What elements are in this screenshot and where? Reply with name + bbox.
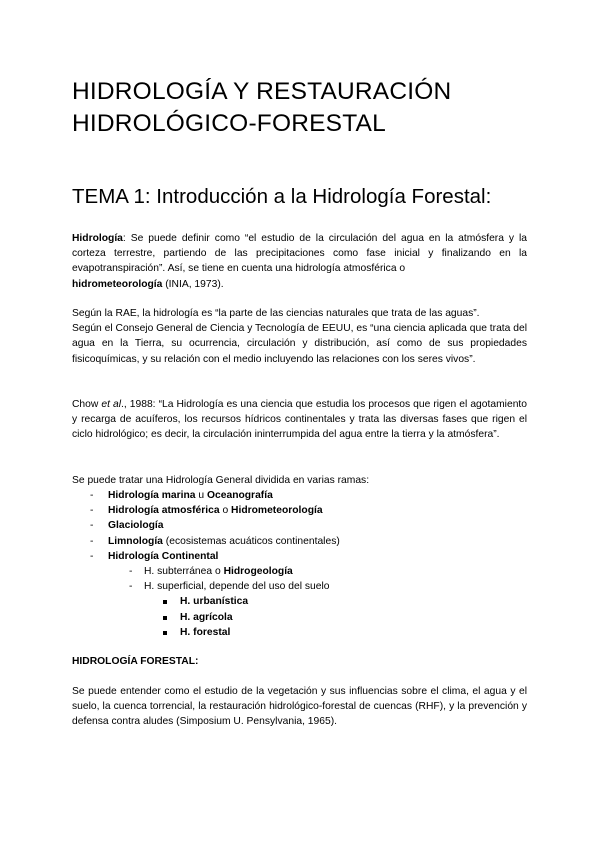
list-dash: - — [129, 581, 133, 593]
title-line-1: HIDROLOGÍA Y RESTAURACIÓN — [72, 78, 452, 105]
rae-definition: Según la RAE, la hidrología es “la parte de las ciencias naturales que trata de las aguas”. — [72, 308, 480, 319]
chow-paragraph — [72, 397, 527, 443]
list-dash: - — [129, 565, 133, 577]
square-bullet-icon — [163, 616, 167, 620]
sub-list-item — [72, 579, 532, 594]
list-item — [72, 503, 532, 518]
section-heading: TEMA 1: Introducción a la Hidrología Forestal: — [72, 185, 492, 208]
branches-list — [72, 488, 532, 640]
list-item — [72, 534, 532, 549]
rae-paragraph — [72, 306, 527, 367]
document-title — [72, 76, 552, 140]
term-hidrometeorologia: hidrometeorología — [72, 278, 163, 290]
eeuu-definition: Según el Consejo General de Ciencia y Tecnología de EEUU, es “una ciencia aplicada que trata del agua en la Tierra, su ocurrencia, circulación y distribución, así como de sus propiedades fisicoquímicas, y su relación con el medio incluyendo las relaciones con los seres vivos”. — [72, 323, 527, 365]
forestal-heading-text: HIDROLOGÍA FORESTAL: — [72, 656, 199, 667]
definition-paragraph — [72, 231, 527, 292]
forestal-heading — [72, 654, 527, 669]
sub-sub-list-item — [72, 594, 532, 609]
branch-atmosferica: Hidrología atmosférica — [108, 505, 220, 517]
title-line-2: HIDROLÓGICO-FORESTAL — [72, 110, 386, 137]
list-dash: - — [90, 505, 94, 517]
sub-branch-hidrogeologia: Hidrogeología — [223, 565, 293, 577]
branches-intro: Se puede tratar una Hidrología General dividida en varias ramas: — [72, 475, 370, 486]
branch-continental: Hidrología Continental — [108, 550, 219, 562]
branch-oceanografia: Oceanografía — [207, 490, 273, 501]
chow-etal: et al — [101, 399, 122, 410]
use-urbanistica: H. urbanística — [180, 596, 249, 608]
sub-branch-superficial: H. superficial, depende del uso del suelo — [144, 581, 330, 593]
square-bullet-icon — [163, 600, 167, 604]
list-dash: - — [90, 550, 94, 562]
use-agricola: H. agrícola — [180, 611, 233, 623]
branch-hidrometeorologia: Hidrometeorología — [231, 505, 323, 517]
list-item — [72, 549, 532, 564]
branch-marina: Hidrología marina — [108, 490, 196, 501]
square-bullet-icon — [163, 631, 167, 635]
list-item — [72, 488, 532, 503]
list-dash: - — [90, 520, 94, 532]
chow-text: ., 1988: “La Hidrología es una ciencia que estudia los procesos que rigen el agotamiento y recarga de acuíferos, los recursos hídricos continentales y trata las diversas fases que rigen el ciclo hidrológico; es decir, la circulación ininterrumpida del agua entre la tierra y la atmósfera”. — [72, 399, 528, 441]
term-hidrologia: Hidrología — [72, 233, 123, 244]
forestal-paragraph: Se puede entender como el estudio de la vegetación y sus influencias sobre el clima, el agua y el suelo, la cuenca torrencial, la restauración hidrológico-forestal de cuencas (RHF), y la prevención y defensa contra aludes (Simposium U. Pensylvania, 1965). — [72, 686, 527, 728]
list-dash: - — [90, 490, 94, 501]
branch-limnologia: Limnología — [108, 535, 163, 547]
definition-text: : Se puede definir como “el estudio de la circulación del agua en la atmósfera y la corteza terrestre, partiendo de las precipitaciones como fase inicial y finalizando en la evapotranspiración”. Así, se tiene en cuenta una hidrología atmosférica o — [72, 233, 527, 275]
connector: o — [219, 505, 232, 517]
sub-sub-list-item — [72, 610, 532, 625]
branch-limnologia-note: (ecosistemas acuáticos continentales) — [162, 535, 340, 547]
definition-citation: (INIA, 1973). — [162, 278, 224, 290]
connector: u — [195, 490, 207, 501]
use-forestal: H. forestal — [180, 626, 231, 638]
sub-branch-subterranea: H. subterránea o — [144, 565, 224, 577]
sub-sub-list-item — [72, 625, 532, 640]
list-dash: - — [90, 535, 94, 547]
list-item — [72, 518, 532, 533]
branch-glaciologia: Glaciología — [108, 520, 164, 532]
chow-author: Chow — [72, 399, 102, 410]
sub-list-item — [72, 564, 532, 579]
